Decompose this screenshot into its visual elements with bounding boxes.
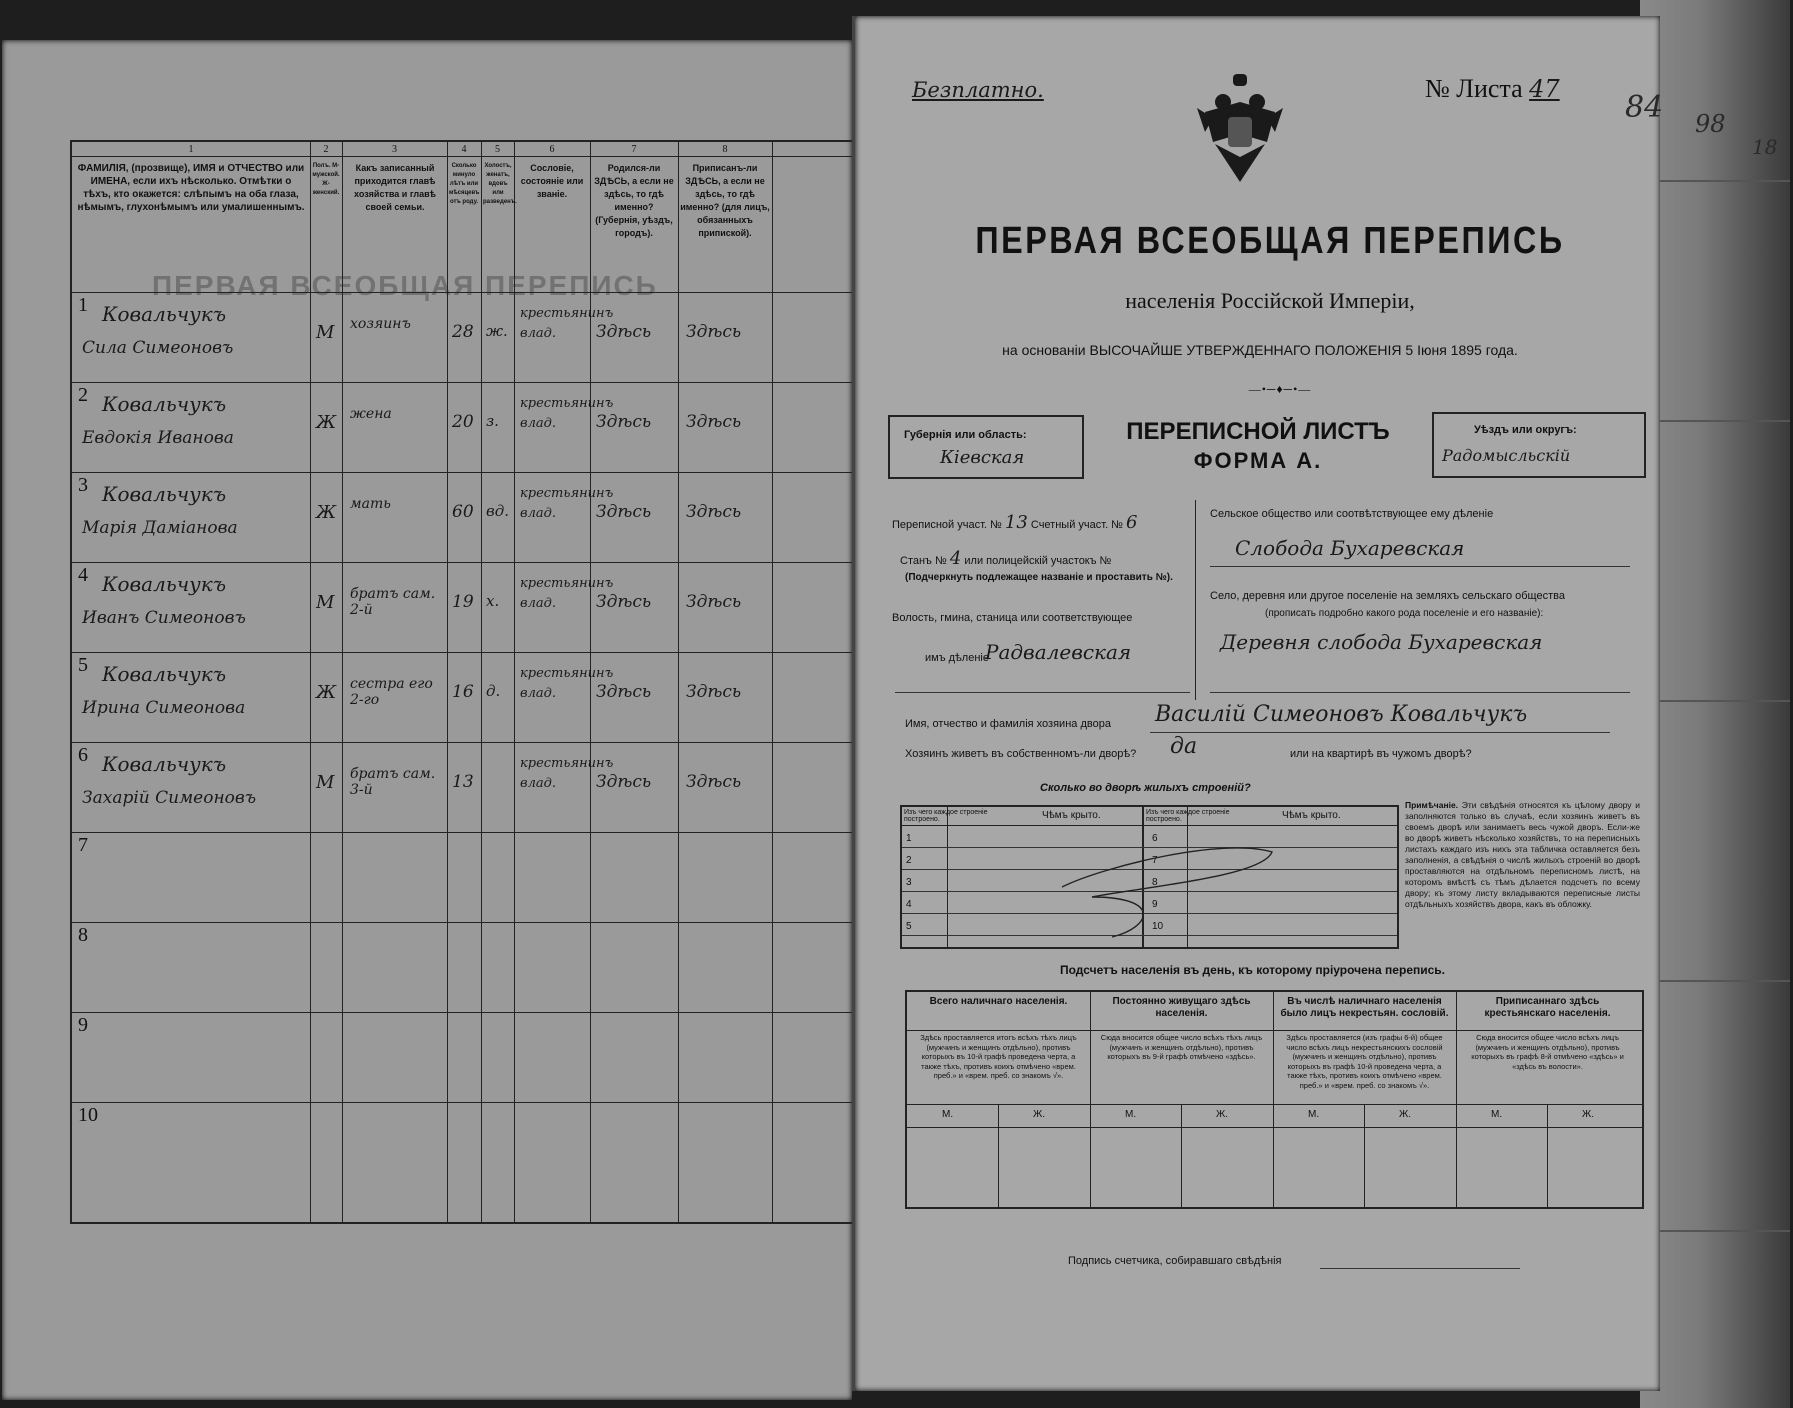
- count-table: [905, 990, 1644, 1209]
- count-title: Подсчетъ населенія въ день, къ которому пріурочена перепись.: [1060, 963, 1445, 977]
- cell-relation: братъ сам. 2-й: [350, 586, 436, 618]
- count-col-body: Здѣсь проставляется (изъ графы 6-й) общее число всѣхъ лицъ некрестьянскихъ сословій (мужчинъ и женщинъ отдѣльно), противъ которыхъ въ графѣ 10-й проведена черта, а также тѣхъ, противъ коихъ отмѣчено «врем. преб.» и «врем. преб. со знакомъ √».: [1286, 1033, 1443, 1090]
- cell-born: Здѣсь: [596, 502, 652, 522]
- cell-relation: хозяинъ: [350, 316, 411, 332]
- cell-age: 19: [452, 592, 474, 612]
- female-label: Ж.: [1399, 1109, 1412, 1120]
- note-text: Эти свѣдѣнія относятся къ цѣлому двору и заполняются только въ случаѣ, если хозяинъ живетъ въ своемъ дворѣ или занимаетъ весь чужой дворъ. Если-же во дворѣ живетъ нѣсколько хозяйствъ, то на переписныхъ листахъ каждаго изъ нихъ эта табличка оставляется безъ заполненія, а свѣдѣнія о числѣ жилыхъ строеній во дворѣ проставляются на отдѣльномъ переписномъ листѣ, на которомъ вмѣстѣ съ тѣмъ дѣлается подсчетъ по всему двору; къ этому листу вкладываются переписные листы отдѣльныхъ хозяйствъ двора, какъ въ обложку.: [1405, 800, 1640, 909]
- bld-col-material: Изъ чего каждое строеніе построено.: [904, 809, 988, 823]
- cell-estate: крестьянинъ влад.: [520, 396, 614, 431]
- cell-sex: М: [316, 772, 335, 793]
- col-head-sex: Полъ. М-мужской. Ж-женский.: [312, 163, 340, 196]
- row-number: 9: [78, 1014, 88, 1036]
- page-stack-edge: [1640, 0, 1790, 1408]
- bld-row-number: 5: [906, 921, 912, 932]
- cell-born: Здѣсь: [596, 772, 652, 792]
- row-number: 2: [78, 384, 88, 406]
- cell-registered: Здѣсь: [686, 412, 742, 432]
- cell-born: Здѣсь: [596, 322, 652, 342]
- bld-col-material-2: Изъ чего каждое строеніе построено.: [1146, 809, 1230, 823]
- cell-name: Ирина Симеонова: [82, 698, 246, 718]
- cell-registered: Здѣсь: [686, 592, 742, 612]
- bld-row-number: 8: [1152, 877, 1158, 888]
- list-title: ПЕРЕПИСНОЙ ЛИСТЪ: [1126, 418, 1390, 445]
- cell-married: ж.: [486, 322, 508, 340]
- bld-row-number: 10: [1152, 921, 1164, 932]
- obshch-label: Сельское общество или соотвѣтствующее ему дѣленіе: [1210, 508, 1494, 520]
- cell-surname: Ковальчукъ: [102, 662, 227, 686]
- row-number: 4: [78, 564, 88, 586]
- cell-married: д.: [486, 682, 501, 700]
- col-number: 1: [188, 144, 194, 155]
- bld-row-number: 3: [906, 877, 912, 888]
- note-block: [1405, 800, 1640, 910]
- volost-label: Волость, гмина, станица или соответствующее: [892, 612, 1133, 624]
- cell-estate: крестьянинъ влад.: [520, 756, 614, 791]
- crossed-out-scribble: [1022, 827, 1282, 942]
- bld-col-roof-2: Чѣмъ крыто.: [1282, 810, 1341, 821]
- selo-label: Село, деревня или другое поселеніе на земляхъ сельскаго общества: [1210, 590, 1565, 602]
- count-col-body: Здѣсь проставляется итогъ всѣхъ тѣхъ лицъ (мужчинъ и женщинъ отдѣльно), противъ которыхъ въ 10-й графѣ проведена черта, а также тѣхъ, противъ коихъ отмѣчено «врем. преб.» и «врем. преб. со знакомъ √».: [920, 1033, 1077, 1080]
- bld-row-number: 9: [1152, 899, 1158, 910]
- row-number: 1: [78, 294, 88, 316]
- sheet-number: 47: [1529, 75, 1560, 103]
- buildings-label: Сколько во дворѣ жилыхъ строеній?: [1040, 782, 1251, 794]
- cell-registered: Здѣсь: [686, 502, 742, 522]
- margin-mark: 98: [1695, 110, 1726, 138]
- cell-married: вд.: [486, 502, 510, 520]
- cell-name: Захарій Симеоновъ: [82, 788, 257, 808]
- col-number: 2: [323, 144, 329, 155]
- ornament-divider: ―•─♦─•―: [1248, 382, 1312, 396]
- cell-relation: братъ сам. 3-й: [350, 766, 436, 798]
- row-number: 3: [78, 474, 88, 496]
- male-label: М.: [1491, 1109, 1503, 1120]
- male-label: М.: [1308, 1109, 1320, 1120]
- cell-age: 28: [452, 322, 474, 342]
- cell-relation: мать: [350, 496, 391, 512]
- col-head-relation: Какъ записанный приходится главѣ хозяйства и главѣ своей семьи.: [354, 163, 436, 212]
- cell-sex: Ж: [316, 502, 337, 523]
- col-number: 8: [722, 144, 728, 155]
- col-head-registered: Приписанъ-ли ЗДѢСЬ, а если не здѣсь, то гдѣ именно? (для лицъ, обязанныхъ припиской).: [680, 163, 770, 238]
- obshch-value: Слобода Бухаревская: [1235, 536, 1465, 560]
- count-col-head: Приписаннаго здѣсь крестьянскаго населенія.: [1484, 996, 1611, 1019]
- uchast-label: Переписной участ. № 13 Счетный участ. № 6: [892, 512, 1138, 533]
- cell-estate: крестьянинъ влад.: [520, 666, 614, 701]
- row-number: 7: [78, 834, 88, 856]
- cell-name: Марія Даміанова: [82, 518, 238, 538]
- cell-relation: сестра его 2-го: [350, 676, 433, 708]
- cell-sex: Ж: [316, 682, 337, 703]
- col-head-age: Сколько минуло лѣтъ или мѣсяцевъ отъ роду.: [449, 163, 480, 205]
- count-col-head: Постоянно живущаго здѣсь населенія.: [1112, 996, 1251, 1019]
- owner-label: Имя, отчество и фамилія хозяина двора: [905, 718, 1111, 730]
- uezd-label: Уѣздъ или округъ:: [1474, 424, 1577, 436]
- uezd-value: Радомысльскій: [1442, 446, 1571, 465]
- cell-registered: Здѣсь: [686, 682, 742, 702]
- male-label: М.: [1125, 1109, 1137, 1120]
- cell-relation: жена: [350, 406, 392, 422]
- cell-age: 20: [452, 412, 474, 432]
- apartment-label: или на квартирѣ въ чужомъ дворѣ?: [1290, 748, 1472, 760]
- own-yard-label: Хозяинъ живетъ въ собственномъ-ли дворѣ?: [905, 748, 1137, 760]
- form-subtitle: населенія Россійской Имперіи,: [1125, 288, 1415, 313]
- cell-estate: крестьянинъ влад.: [520, 486, 614, 521]
- sheet-label-text: № Листа: [1425, 74, 1523, 103]
- cell-married: з.: [486, 412, 499, 430]
- count-col-body: Сюда вносится общее число всѣхъ лицъ (мужчинъ и женщинъ отдѣльно), противъ которыхъ въ графѣ 8-й отмѣчено «здѣсь» и «здѣсь въ волости».: [1471, 1033, 1624, 1071]
- volost-label-2: имъ дѣленіе: [925, 652, 989, 664]
- male-label: М.: [942, 1109, 954, 1120]
- cell-age: 60: [452, 502, 474, 522]
- gubernia-value: Кіевская: [940, 447, 1025, 468]
- col-number: 6: [549, 144, 555, 155]
- form-title: ПЕРВАЯ ВСЕОБЩАЯ ПЕРЕПИСЬ: [975, 220, 1565, 262]
- cell-born: Здѣсь: [596, 682, 652, 702]
- cell-registered: Здѣсь: [686, 772, 742, 792]
- cell-sex: Ж: [316, 412, 337, 433]
- count-col-body: Сюда вносится общее число всѣхъ тѣхъ лицъ (мужчинъ и женщинъ отдѣльно), противъ которыхъ въ 9-й графѣ отмѣчено «здѣсь».: [1100, 1033, 1263, 1061]
- cell-name: Сила Симеоновъ: [82, 338, 234, 358]
- row-number: 6: [78, 744, 88, 766]
- cell-sex: М: [316, 322, 335, 343]
- stan-label: Станъ № 4 или полицейскій участокъ №: [900, 548, 1112, 569]
- row-number: 10: [78, 1104, 98, 1126]
- col-number: 4: [461, 144, 467, 155]
- form-a: ФОРМА А.: [1193, 448, 1323, 473]
- gubernia-box: [888, 415, 1084, 479]
- cell-born: Здѣсь: [596, 592, 652, 612]
- col-head-estate: Сословіе, состояніе или званіе.: [520, 163, 584, 199]
- row-number: 5: [78, 654, 88, 676]
- underline-note: (Подчеркнуть подлежащее названіе и проставить №).: [905, 572, 1173, 583]
- bld-row-number: 6: [1152, 833, 1158, 844]
- cell-married: х.: [486, 592, 500, 610]
- bleed-through: ПЕРВАЯ ВСЕОБЩАЯ ПЕРЕПИСЬ: [152, 270, 658, 301]
- female-label: Ж.: [1033, 1109, 1046, 1120]
- female-label: Ж.: [1582, 1109, 1595, 1120]
- cell-surname: Ковальчукъ: [102, 752, 227, 776]
- cell-estate: крестьянинъ влад.: [520, 576, 614, 611]
- cell-surname: Ковальчукъ: [102, 572, 227, 596]
- row-number: 8: [78, 924, 88, 946]
- bld-row-number: 7: [1152, 855, 1158, 866]
- owner-value: Василій Симеоновъ Ковальчукъ: [1155, 702, 1528, 727]
- cell-name: Евдокія Иванова: [82, 428, 234, 448]
- uezd-box: [1432, 412, 1646, 478]
- selo-note: (прописать подробно какого рода поселеніе и его названіе):: [1265, 608, 1544, 619]
- cell-age: 13: [452, 772, 474, 792]
- sheet-label: [1425, 74, 1560, 104]
- census-table: [70, 140, 854, 1224]
- col-head-marital: Холостъ, женатъ, вдовъ или разведенъ.: [483, 163, 517, 205]
- buildings-table: [900, 805, 1399, 949]
- form-basis: на основаніи ВЫСОЧАЙШЕ УТВЕРЖДЕННАГО ПОЛОЖЕНІЯ 5 Іюня 1895 года.: [1002, 342, 1518, 358]
- gubernia-label: Губернія или область:: [904, 429, 1027, 441]
- count-col-head: Въ числѣ наличнаго населенія было лицъ некрестьян. сословій.: [1280, 996, 1449, 1019]
- count-col-head: Всего наличнаго населенія.: [929, 996, 1068, 1007]
- cell-surname: Ковальчукъ: [102, 392, 227, 416]
- col-head-name: ФАМИЛІЯ, (прозвище), ИМЯ и ОТЧЕСТВО или ИМЕНА, если ихъ нѣсколько. Отмѣтки о тѣхъ, кто окажется: слѣпымъ на оба глаза, нѣмымъ, глухонѣмымъ или умалишеннымъ.: [77, 163, 305, 213]
- cell-surname: Ковальчукъ: [102, 482, 227, 506]
- free-label: Безплатно.: [912, 78, 1044, 102]
- cell-surname: Ковальчукъ: [102, 302, 227, 326]
- female-label: Ж.: [1216, 1109, 1229, 1120]
- cell-age: 16: [452, 682, 474, 702]
- cell-sex: М: [316, 592, 335, 613]
- cell-name: Иванъ Симеоновъ: [82, 608, 246, 628]
- selo-value: Деревня слобода Бухаревская: [1220, 630, 1543, 654]
- cell-registered: Здѣсь: [686, 322, 742, 342]
- volost-value: Радвалевская: [985, 640, 1132, 664]
- cell-estate: крестьянинъ влад.: [520, 306, 614, 341]
- bld-row-number: 1: [906, 833, 912, 844]
- col-number: 3: [392, 144, 397, 155]
- margin-mark: 18: [1752, 135, 1778, 159]
- col-head-born: Родился-ли ЗДѢСЬ, а если не здѣсь, то гдѣ именно? (Губернія, уѣздъ, городъ).: [594, 163, 674, 238]
- double-eagle-emblem: [1195, 72, 1285, 190]
- bld-row-number: 4: [906, 899, 912, 910]
- col-number: 7: [631, 144, 637, 155]
- own-yard-value: да: [1170, 734, 1198, 759]
- bld-col-roof: Чѣмъ крыто.: [1042, 810, 1101, 821]
- note-title: Примѣчаніе.: [1405, 800, 1459, 810]
- col-number: 5: [495, 144, 500, 155]
- margin-mark: 84: [1625, 90, 1664, 125]
- bld-row-number: 2: [906, 855, 912, 866]
- signature-label: Подпись счетчика, собиравшаго свѣдѣнія: [1068, 1255, 1282, 1267]
- cell-born: Здѣсь: [596, 412, 652, 432]
